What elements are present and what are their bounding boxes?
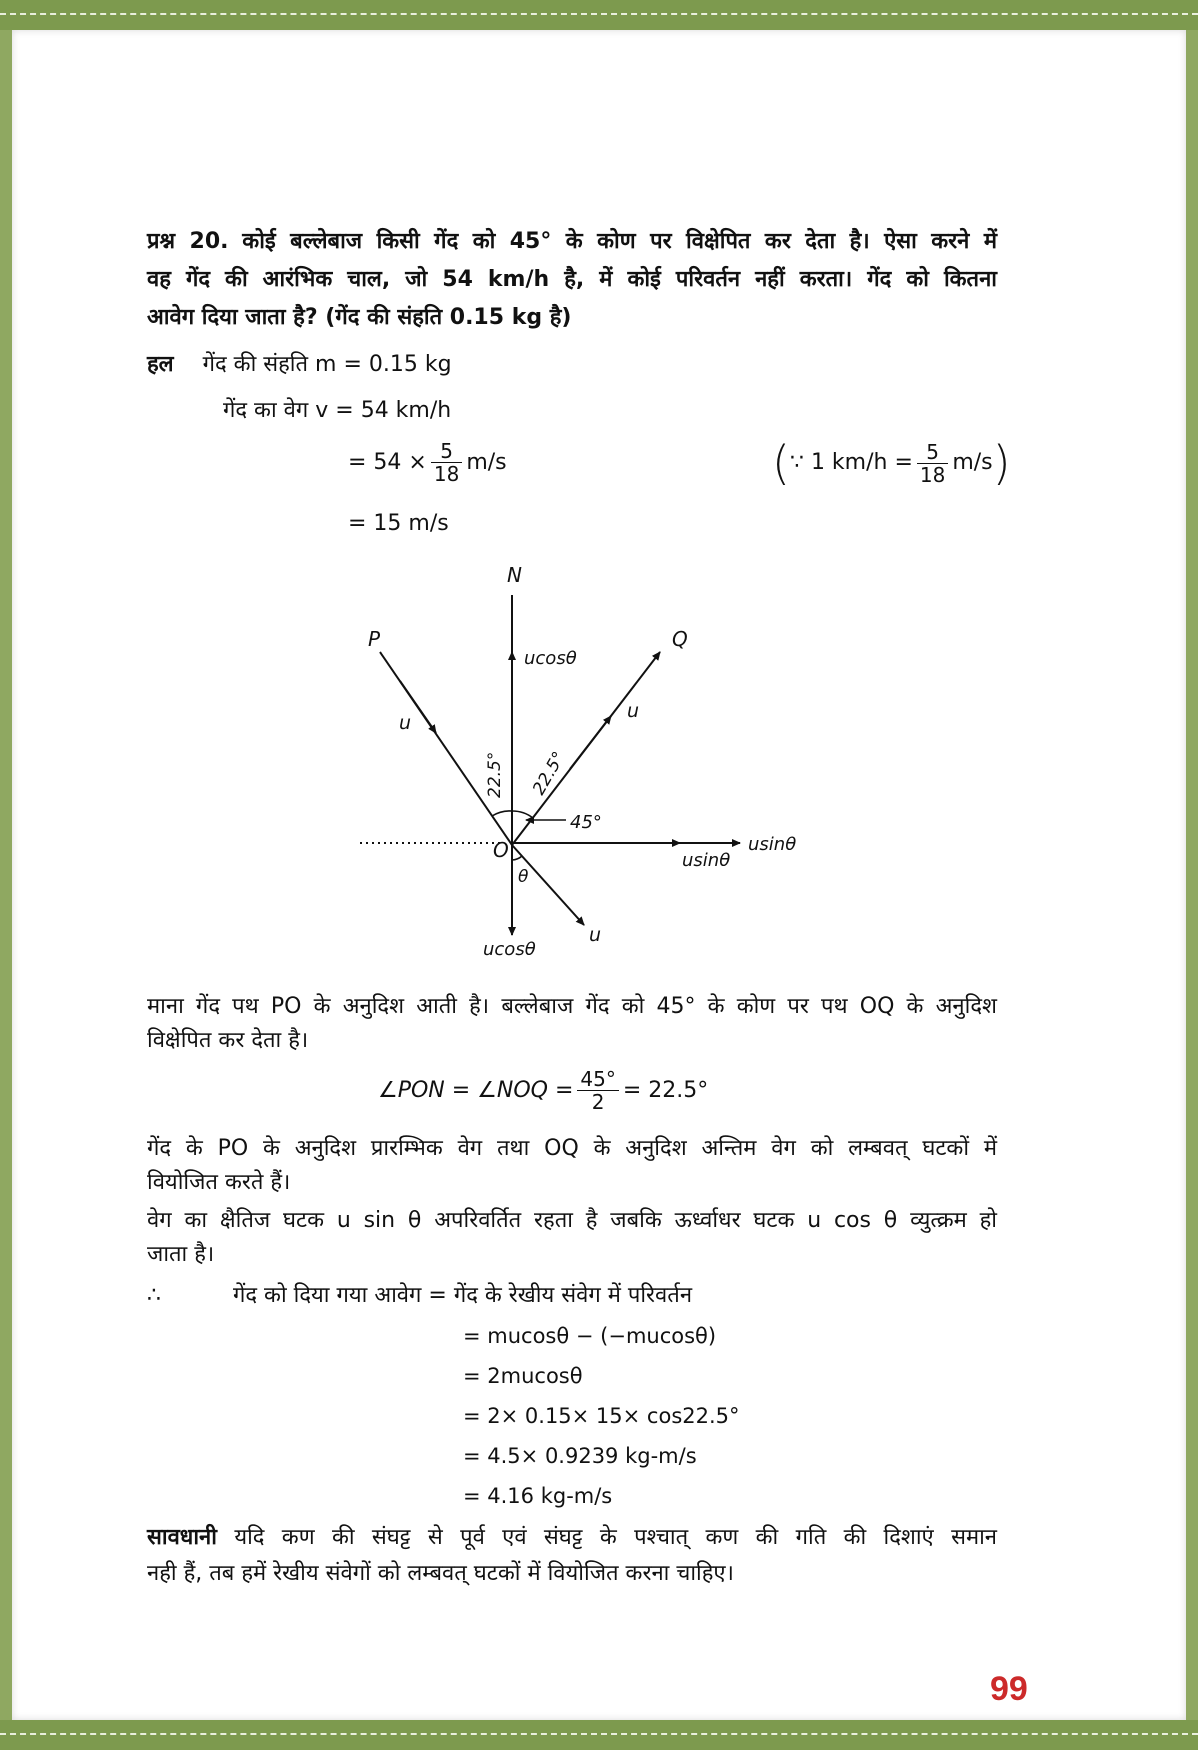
impulse-step-3: = 2× 0.15× 15× cos22.5° (463, 1404, 740, 1428)
label-p: P (368, 627, 381, 651)
label-o: O (493, 838, 509, 862)
question-line-2: वह गेंद की आरंभिक चाल, जो 54 km/h है, में कोई परिवर्तन नहीं करता। गेंद को कितना (147, 267, 997, 292)
page-border-bottom (0, 1720, 1198, 1750)
conversion-step (348, 440, 507, 485)
impulse-step-4: = 4.5× 0.9239 kg-m/s (463, 1444, 697, 1468)
angle-left-label: 22.5° (485, 751, 505, 798)
conversion-note (772, 436, 1011, 490)
angle-eq-num: 45° (577, 1068, 618, 1091)
angle-theta-label: θ (518, 867, 529, 887)
label-u-oq: u (627, 700, 640, 722)
explanation-line-1: माना गेंद पथ PO के अनुदिश आती है। बल्लेबाज गेंद को 45° के कोण पर पथ OQ के अनुदिश (147, 994, 997, 1019)
label-q: Q (672, 627, 688, 651)
label-u-po: u (399, 712, 412, 734)
solution-label-row (147, 347, 452, 383)
caution-label: सावधानी (147, 1525, 217, 1550)
explanation-line-6: जाता है। (147, 1242, 215, 1267)
question-label: प्रश्न 20. (147, 229, 229, 254)
note-den: 18 (919, 462, 946, 487)
caution-line-2: नही हैं, तब हमें रेखीय संवेगों को लम्बवत् घटकों में वियोजित करना चाहिए। (147, 1561, 734, 1586)
label-n: N (507, 563, 522, 587)
angle-eq-den: 2 (591, 1090, 605, 1114)
explanation-line-3: गेंद के PO के अनुदिश प्रारम्भिक वेग तथा OQ के अनुदिश अन्तिम वेग को लम्बवत् घटकों में (147, 1136, 997, 1161)
explanation-line-2: विक्षेपित कर देता है। (147, 1028, 309, 1053)
note-fraction (917, 441, 948, 486)
right-paren: ) (992, 436, 1011, 490)
velocity-line: गेंद का वेग v = 54 km/h (223, 398, 452, 423)
speed-result: = 15 m/s (348, 511, 449, 536)
impulse-definition: गेंद को दिया गया आवेग = गेंद के रेखीय संवेग में परिवर्तन (233, 1283, 693, 1308)
explanation-line-4: वियोजित करते हैं। (147, 1170, 291, 1195)
mass-line: गेंद की संहति m = 0.15 kg (202, 352, 452, 377)
note-unit: m/s (952, 450, 993, 475)
oq-arrow (570, 716, 611, 769)
page-border-left (0, 30, 12, 1720)
angle-45-label: 45° (570, 812, 602, 833)
angle-arc-right (512, 811, 533, 818)
angle-right-label: 22.5° (529, 748, 570, 799)
label-ucos-down: ucosθ (483, 939, 536, 960)
impulse-step-1: = mucosθ − (−mucosθ) (463, 1324, 717, 1348)
explanation-line-5: वेग का क्षैतिज घटक u sin θ अपरिवर्तित रहता है जबकि ऊर्ध्वाधर घटक u cos θ व्युत्क्रम हो (147, 1208, 997, 1233)
step1-prefix: = 54 × (348, 449, 427, 475)
step1-unit: m/s (466, 449, 507, 475)
angle-eq-prefix: ∠PON = ∠NOQ = (378, 1077, 574, 1103)
question-text-1: कोई बल्लेबाज किसी गेंद को 45° के कोण पर विक्षेपित कर देता है। ऐसा करने में (242, 229, 997, 254)
page-border-right (1186, 30, 1198, 1720)
impulse-step-5: = 4.16 kg-m/s (463, 1484, 613, 1508)
impulse-step-2: = 2mucosθ (463, 1364, 583, 1388)
left-paren: ( (772, 436, 790, 490)
label-u-out: u (589, 924, 602, 946)
note-prefix: ∵ 1 km/h = (789, 450, 913, 475)
label-usin-right: usinθ (748, 834, 797, 855)
angle-arc-left (492, 811, 512, 816)
question-line-1 (147, 224, 997, 260)
angle-eq-suffix: = 22.5° (622, 1077, 709, 1103)
solution-label: हल (147, 352, 174, 377)
page-number: 99 (990, 1670, 1028, 1708)
label-ucos-up: ucosθ (524, 648, 577, 669)
angle-equation (378, 1068, 708, 1113)
step1-fraction (431, 440, 462, 485)
angle-eq-fraction (577, 1068, 618, 1113)
step1-den: 18 (433, 462, 460, 486)
label-usin-mid: usinθ (682, 850, 731, 871)
therefore-symbol: ∴ (147, 1283, 161, 1308)
step1-num: 5 (431, 440, 462, 463)
caution-text-1: यदि कण की संघट्ट से पूर्व एवं संघट्ट के पश्चात् कण की गति की दिशाएं समान (234, 1525, 998, 1550)
caution-line-1 (147, 1520, 997, 1556)
question-line-3: आवेग दिया जाता है? (गेंद की संहति 0.15 kg है) (147, 305, 572, 330)
page-border-top (0, 0, 1198, 30)
velocity-diagram (368, 560, 840, 970)
note-num: 5 (917, 441, 948, 464)
angle-arc-theta (512, 856, 522, 860)
